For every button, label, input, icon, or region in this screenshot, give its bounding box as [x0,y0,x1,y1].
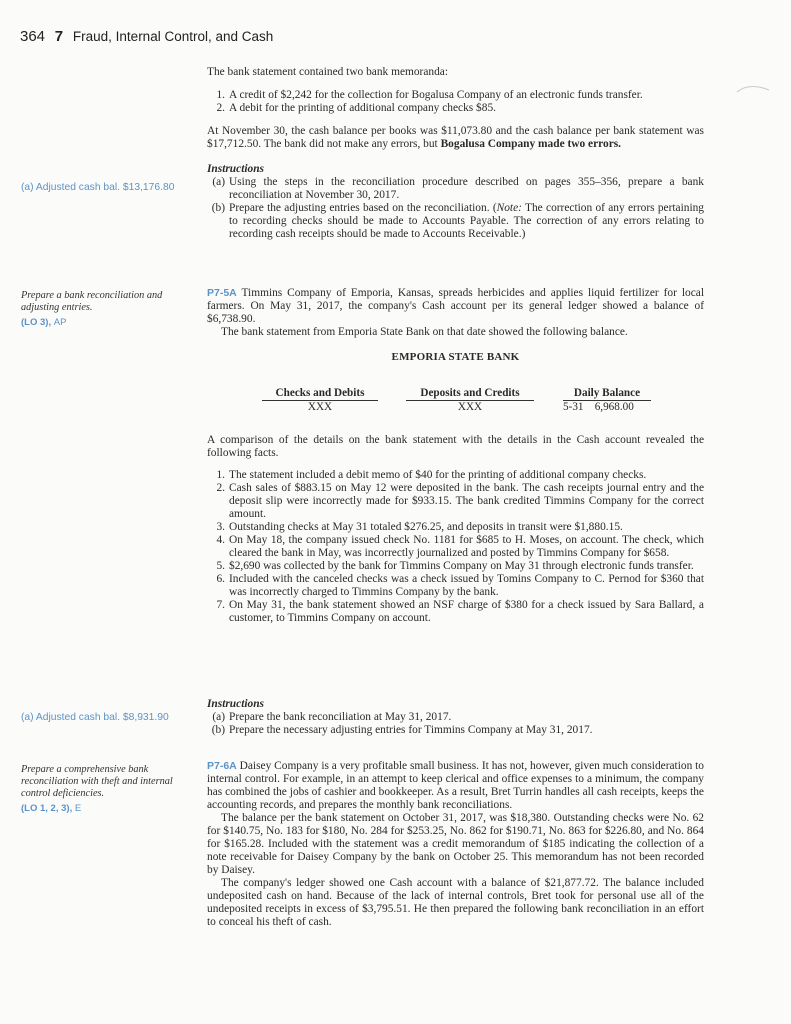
chapter-title: Fraud, Internal Control, and Cash [72,29,274,44]
p75-facts-section [207,434,704,625]
column-checks-debits: Checks and Debits XXX [262,387,378,413]
p75-paragraph: P7-5A Timmins Company of Emporia, Kansas, spreads herbicides and applies liquid fertilizer for local farmers. On May 31, 2017, the company's Cash account per its general ledger showed a balance of $6,738.90. [207,287,704,325]
sidebar-p76 [21,764,191,815]
instructions-heading: Instructions [207,163,264,175]
page-number: 364 [20,28,46,45]
sidebar-adjusted-balance-1: (a) Adjusted cash bal. $13,176.80 [21,182,175,193]
p75-description: Prepare a bank reconciliation and adjusting entries. [21,290,163,313]
list-item: 2. Cash sales of $883.15 on May 12 were deposited in the bank. The cash receipts journal entry and the deposit slip were incorrectly made for $933.15. The bank credited Timmins Company for the correct amount. [216,482,704,520]
list-item: 4. On May 18, the company issued check No. 1181 for $685 to H. Moses, on account. The check, which cleared the bank in May, was incorrectly journalized and posted by Timmins Company for $658. [216,534,704,559]
column-daily-balance: Daily Balance 5-31 6,968.00 [563,387,651,413]
list-item: 2. A debit for the printing of additional company checks $85. [216,102,496,114]
list-item: 3. Outstanding checks at May 31 totaled $276.25, and deposits in transit were $1,880.15. [216,521,623,533]
column-deposits-credits: Deposits and Credits XXX [406,387,534,413]
scan-mark-decoration [735,80,775,96]
p76-paragraph-2: The balance per the bank statement on October 31, 2017, was $18,380. Outstanding checks were No. 62 for $140.75, No. 183 for $180, No. 284 for $253.25, No. 862 for $190.71, No. 863 for $226.80, and No. 864 for $165.28. Included with the statement was a credit memorandum of $185 indicating the collection of a note receivable for Daisey Company by the bank on October 25. This memorandum has not been recorded by Daisey. [207,812,704,876]
p75-learning-objectives: (LO 3), AP [21,317,67,328]
list-item: 6. Included with the canceled checks was a check issued by Tomins Company to C. Pernod for $360 that was incorrectly charged to Timmins Company by the bank. [216,573,704,598]
previous-problem-continuation [207,66,704,241]
list-item: 1. A credit of $2,242 for the collection for Bogalusa Company of an electronic funds transfer. [216,89,643,101]
bank-name: EMPORIA STATE BANK [391,351,520,363]
p76-label: P7-6A [207,760,237,772]
p75-bank-statement-text: The bank statement from Emporia State Bank on that date showed the following balance. [221,326,628,338]
instruction-item: (b) Prepare the necessary adjusting entries for Timmins Company at May 31, 2017. [211,724,593,736]
sidebar-p75 [21,290,191,329]
p76-description: Prepare a comprehensive bank reconciliation with theft and internal control deficiencies. [21,764,173,799]
sidebar-adjusted-balance-2: (a) Adjusted cash bal. $8,931.90 [21,712,169,723]
p75-label: P7-5A [207,287,237,299]
p75-instructions [207,698,704,737]
memo-intro: The bank statement contained two bank memoranda: [207,66,449,78]
list-item: 5. $2,690 was collected by the bank for Timmins Company on May 31 through electronic funds transfer. [216,560,694,572]
instructions-heading: Instructions [207,698,264,710]
instruction-item: (a) Using the steps in the reconciliation procedure described on pages 355–356, prepare a bank reconciliation at November 30, 2017. [212,176,704,201]
problem-p7-5a [207,287,704,364]
balances-paragraph: At November 30, the cash balance per books was $11,073.80 and the cash balance per bank statement was $17,712.50. The bank did not make any errors, but Bogalusa Company made two errors. [207,125,704,150]
instruction-item: (b) Prepare the adjusting entries based on the reconciliation. (Note: The correction of any errors pertaining to recording checks should be made to Accounts Payable. The correction of any errors relating to recording cash receipts should be made to Accounts Receivable.) [211,202,705,240]
instruction-item: (a) Prepare the bank reconciliation at May 31, 2017. [212,711,452,723]
page-header [20,28,273,45]
p75-facts-list [207,469,704,625]
problem-p7-6a [207,760,704,929]
p75-comparison-text: A comparison of the details on the bank statement with the details in the Cash account revealed the following facts. [207,434,704,459]
p76-paragraph: P7-6A Daisey Company is a very profitable small business. It has not, however, given much consideration to internal control. For example, in an attempt to keep clerical and office expenses to a minimum, the company has combined the jobs of cashier and bookkeeper. As a result, Bret Turrin handles all cash receipts, keeps the accounting records, and prepares the monthly bank reconciliations. [207,760,704,811]
memo-list [207,89,704,115]
chapter-number: 7 [54,28,64,45]
list-item: 1. The statement included a debit memo of $40 for the printing of additional company checks. [216,469,647,481]
list-item: 7. On May 31, the bank statement showed an NSF charge of $380 for a check issued by Sara Ballard, a customer, to Timmins Company on account. [216,599,704,624]
p76-paragraph-3: The company's ledger showed one Cash account with a balance of $21,877.72. The balance included undeposited cash on hand. Because of the lack of internal controls, Bret took for personal use all of the undeposited receipts in excess of $3,795.51. He then prepared the following bank reconciliation in an effort to conceal his theft of cash. [207,877,704,928]
p76-learning-objectives: (LO 1, 2, 3), E [21,803,82,814]
